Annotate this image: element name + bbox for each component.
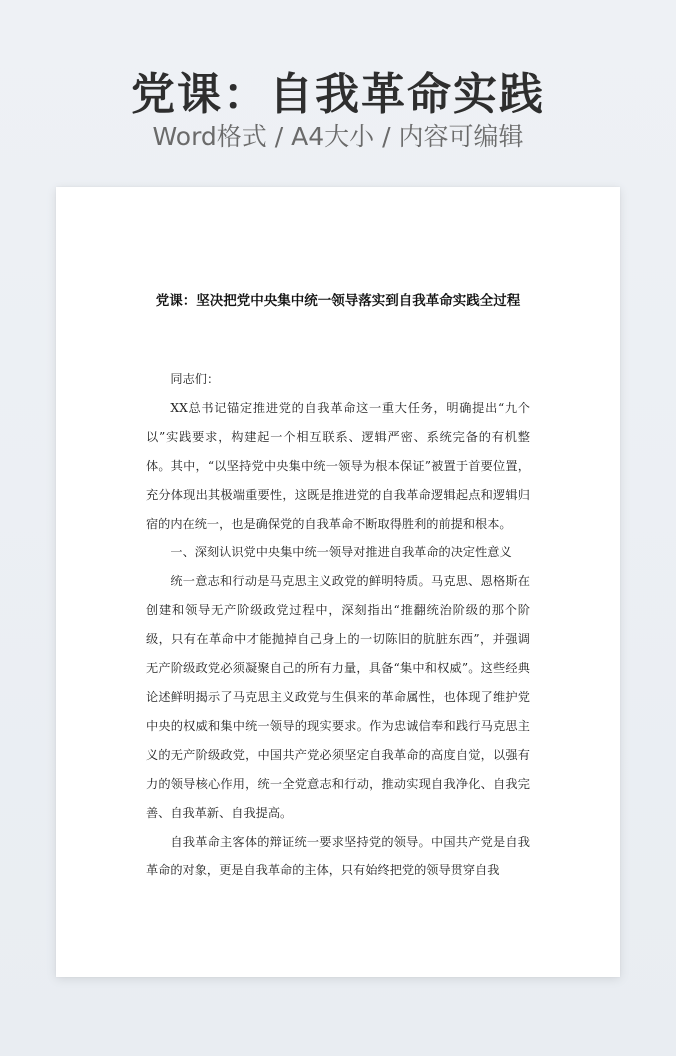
document-page (56, 187, 620, 977)
greeting: 同志们： (170, 372, 220, 386)
paragraph: 统一意志和行动是马克思主义政党的鲜明特质。马克思、恩格斯在创建和领导无产阶级政党过程中，深刻指出“推翻统治阶级的那个阶级，只有在革命中才能抛掉自己身上的一切陈旧的肮脏东西”，并强调无产阶级政党必须凝聚自己的所有力量，具备“集中和权威”。这些经典论述鲜明揭示了马克思主义政党与生俱来的革命属性，也体现了维护党中央的权威和集中统一领导的现实要求。作为忠诚信奉和践行马克思主义的无产阶级政党，中国共产党必须坚定自我革命的高度自觉，以强有力的领导核心作用，统一全党意志和行动，推动实现自我净化、自我完善、自我革新、自我提高。 (146, 574, 530, 820)
document-body (146, 365, 530, 885)
banner-subtitle: Word格式 / A4大小 / 内容可编辑 (152, 122, 524, 151)
paragraph: XX总书记锚定推进党的自我革命这一重大任务，明确提出“九个以”实践要求，构建起一个相互联系、逻辑严密、系统完备的有机整体。其中，“以坚持党中央集中统一领导为根本保证”被置于首要位置，充分体现出其极端重要性，这既是推进党的自我革命逻辑起点和逻辑归宿的内在统一，也是确保党的自我革命不断取得胜利的前提和根本。 (146, 400, 530, 531)
section-heading: 一、深刻认识党中央集中统一领导对推进自我革命的决定性意义 (170, 545, 512, 560)
document-title: 党课：坚决把党中央集中统一领导落实到自我革命实践全过程 (155, 293, 521, 309)
paragraph: 自我革命主客体的辩证统一要求坚持党的领导。中国共产党是自我革命的对象，更是自我革命的主体，只有始终把党的领导贯穿自我 (146, 834, 530, 878)
banner-title: 党课：自我革命实践 (131, 69, 545, 120)
